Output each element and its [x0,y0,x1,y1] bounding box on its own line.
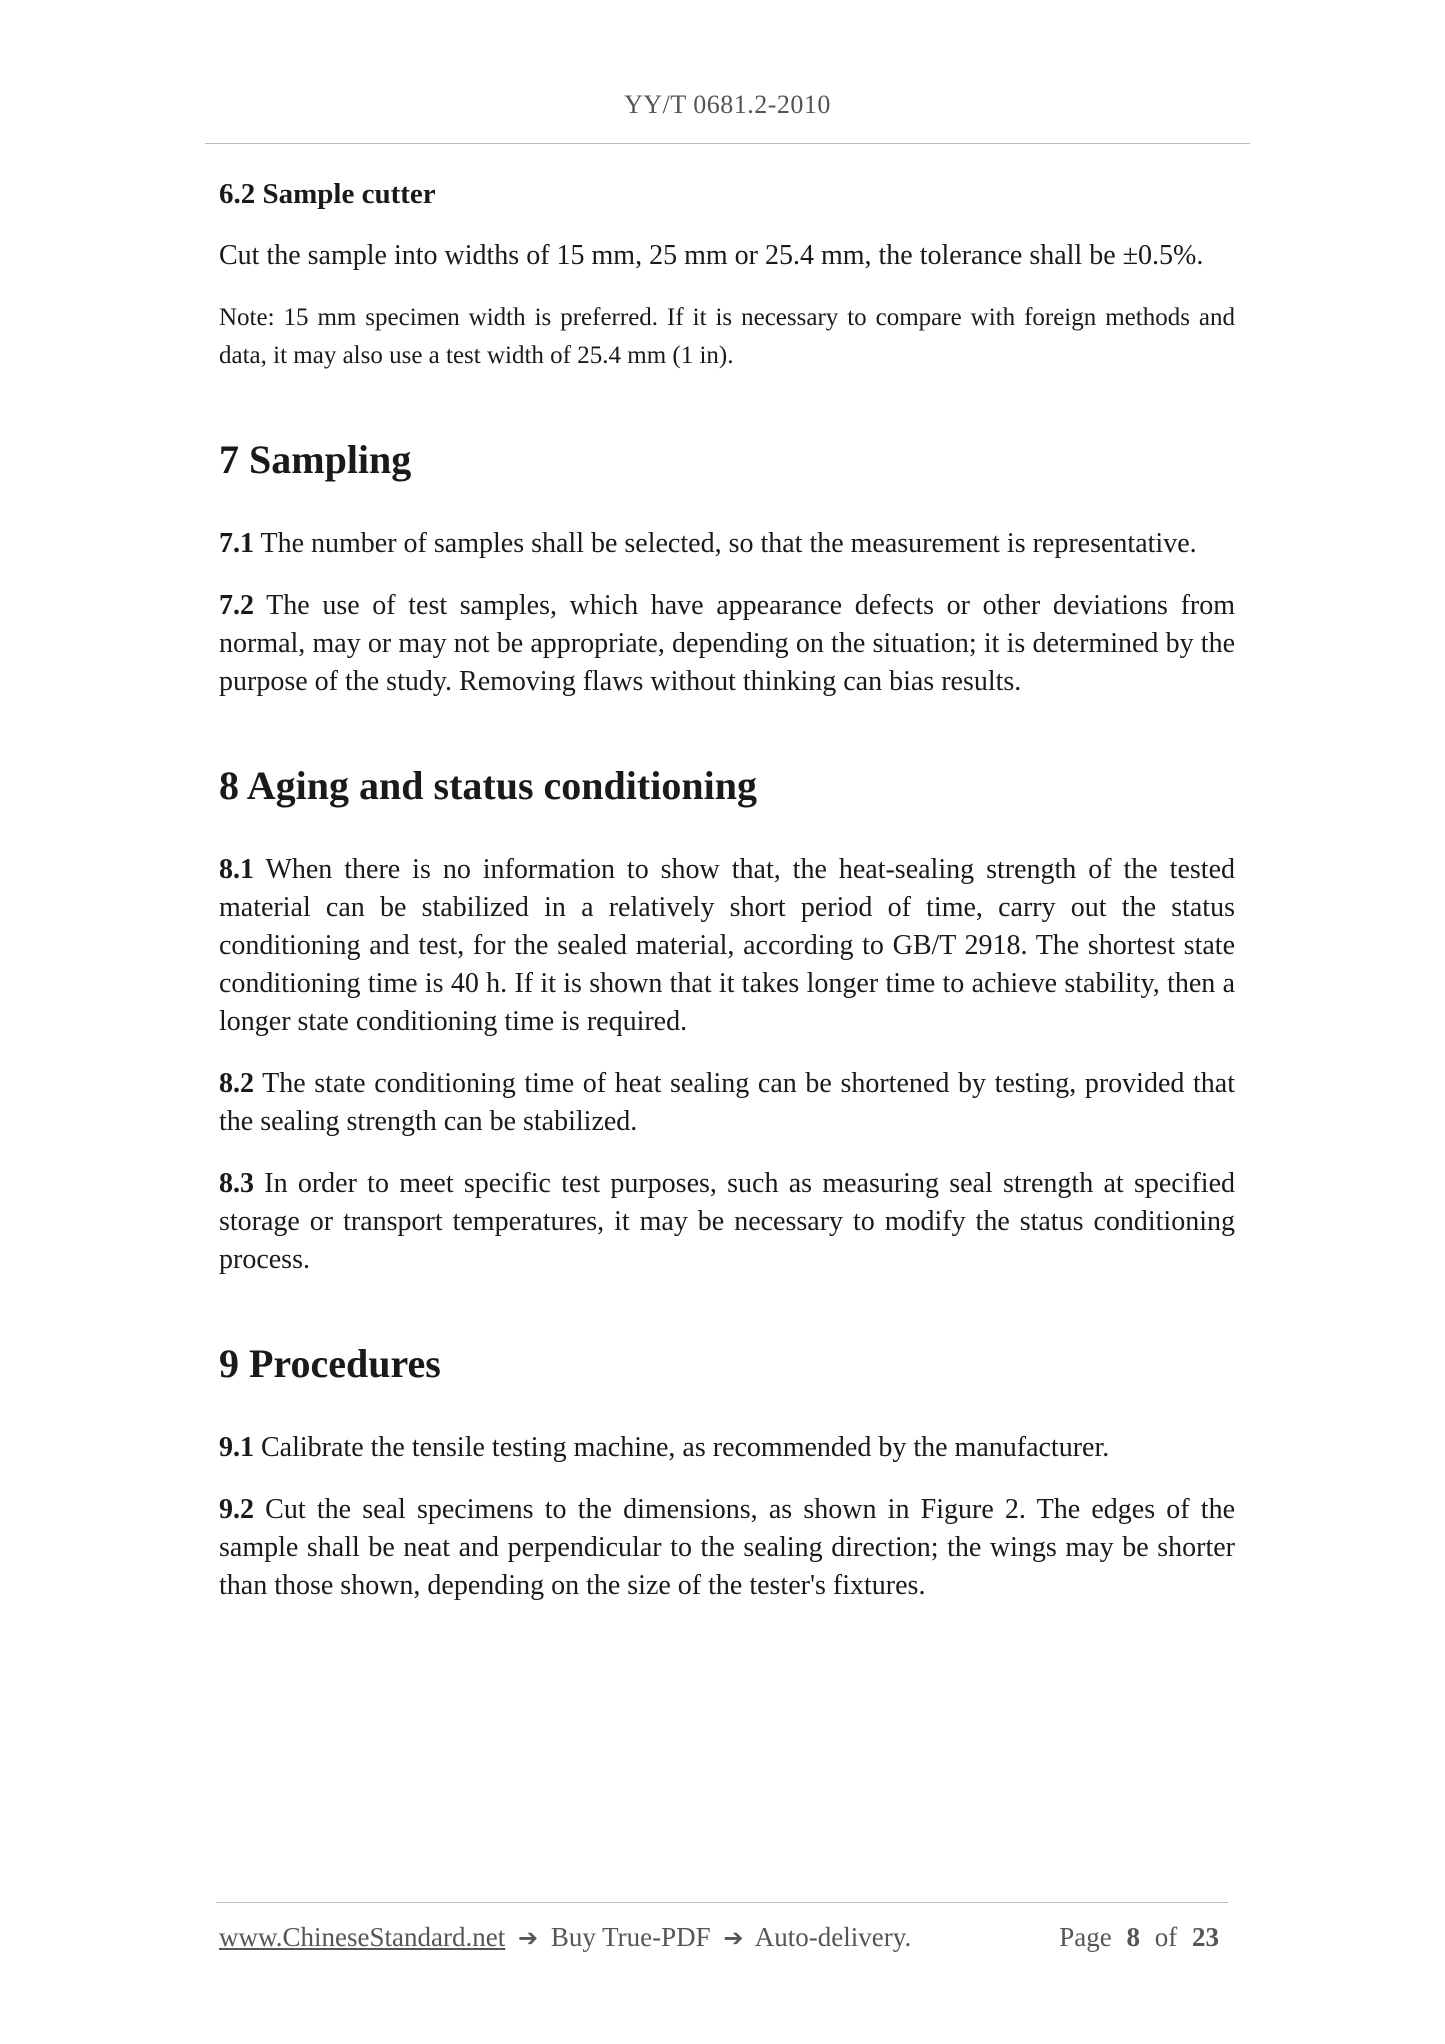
page-total: 23 [1192,1922,1219,1952]
clause-text: The number of samples shall be selected, so that the measurement is representative. [254,528,1197,559]
arrow-right-icon: ➔ [517,1924,539,1952]
page-label: Page [1059,1922,1112,1952]
footer-promo [219,1922,911,1953]
clause-text: The state conditioning time of heat sealing can be shortened by testing, provided that the sealing strength can be stabilized. [219,1068,1235,1137]
document-code: YY/T 0681.2-2010 [624,90,831,119]
delivery-text: Auto-delivery. [754,1922,912,1952]
clause-number: 7.1 [219,528,254,559]
section-heading-7: 7 Sampling [219,437,412,482]
clause-9-2 [219,1491,1235,1605]
page-indicator [1059,1922,1227,1953]
clause-number: 8.1 [219,854,254,885]
clause-text: The use of test samples, which have appearance defects or other deviations from normal, may or may not be appropriate, depending on the situation; it is determined by the purpose of the study. Removing flaws without thinking can bias results. [219,590,1235,697]
clause-text: In order to meet specific test purposes, such as measuring seal strength at specified storage or transport temperatures, it may be necessary to modify the status conditioning process. [219,1168,1235,1275]
page-current: 8 [1126,1922,1140,1952]
clause-text: Calibrate the tensile testing machine, as recommended by the manufacturer. [254,1432,1110,1463]
clause-number: 8.2 [219,1068,254,1099]
note-6-2: Note: 15 mm specimen width is preferred. If it is necessary to compare with foreign methods and data, it may also use a test width of 25.4 mm (1 in). [219,304,1235,369]
clause-9-1 [219,1429,1235,1467]
section-heading-8: 8 Aging and status conditioning [219,763,757,808]
paragraph-6-2: Cut the sample into widths of 15 mm, 25 mm or 25.4 mm, the tolerance shall be ±0.5%. [219,240,1204,271]
buy-text: Buy True-PDF [550,1922,711,1952]
clause-number: 8.3 [219,1168,254,1199]
document-body [219,175,1235,1629]
clause-8-2 [219,1065,1235,1141]
website-link[interactable]: www.ChineseStandard.net [219,1922,506,1952]
clause-7-2 [219,587,1235,701]
arrow-right-icon: ➔ [723,1924,744,1952]
clause-8-3 [219,1165,1235,1279]
clause-number: 9.1 [219,1432,254,1463]
clause-number: 9.2 [219,1494,254,1525]
clause-text: When there is no information to show that, the heat-sealing strength of the tested material can be stabilized in a relatively short period of time, carry out the status conditioning and test, for the sealed material, according to GB/T 2918. The shortest state conditioning time is 40 h. If it is shown that it takes longer time to achieve stability, then a longer state conditioning time is required. [219,854,1235,1037]
clause-text: Cut the seal specimens to the dimensions, as shown in Figure 2. The edges of the sample shall be neat and perpendicular to the sealing direction; the wings may be shorter than those shown, depending on the size of the tester's fixtures. [219,1494,1235,1601]
page-footer [219,1922,1227,1953]
page-header [205,90,1250,120]
clause-8-1 [219,851,1235,1041]
subsection-heading-6-2: 6.2 Sample cutter [219,178,436,210]
footer-divider [216,1902,1228,1903]
page-of: of [1154,1922,1178,1952]
clause-7-1 [219,525,1235,563]
clause-number: 7.2 [219,590,254,621]
section-heading-9: 9 Procedures [219,1341,441,1386]
header-divider [205,143,1250,144]
